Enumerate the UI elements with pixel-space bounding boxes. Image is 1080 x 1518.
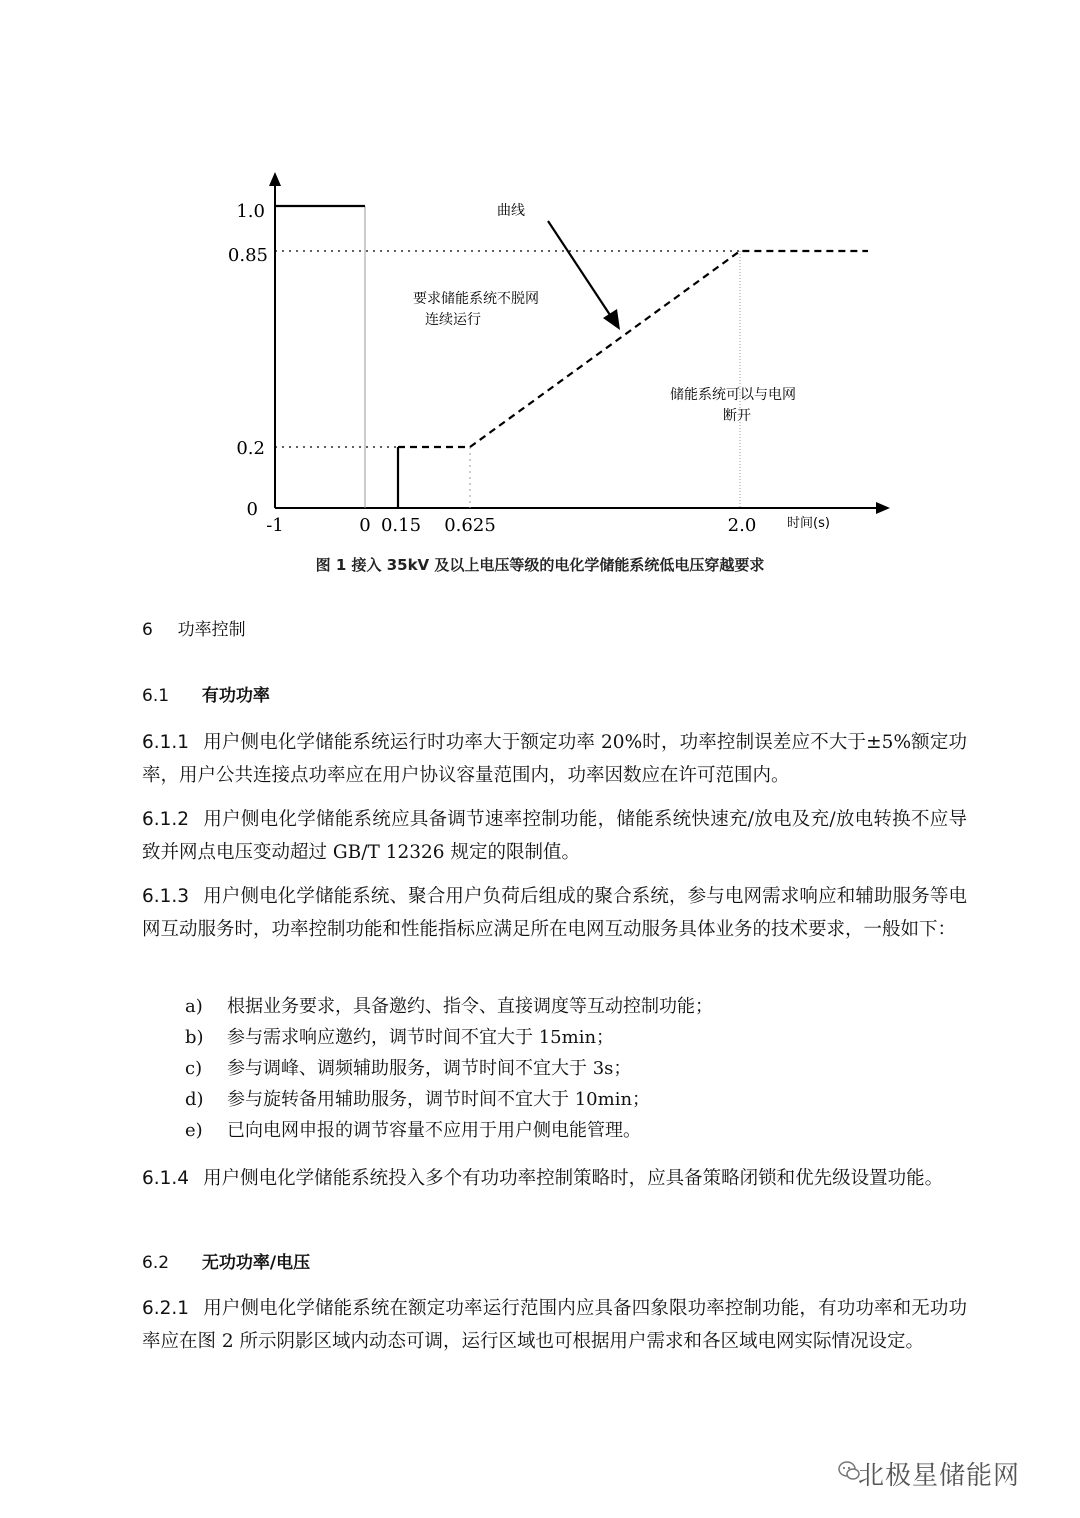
section-6-2-number: 6.2 — [142, 1253, 170, 1273]
list-item — [185, 991, 965, 1022]
clause-number: 6.1.3 — [142, 886, 190, 907]
y-axis-arrow — [269, 172, 281, 186]
section-6-title: 功率控制 — [177, 620, 246, 640]
figure-caption: 图 1 接入 35kV 及以上电压等级的电化学储能系统低电压穿越要求 — [315, 556, 765, 574]
y-tick-0: 0 — [246, 499, 258, 520]
list-marker: c) — [185, 1058, 203, 1079]
clause-number: 6.1.4 — [142, 1168, 190, 1189]
clause-number: 6.1.2 — [142, 809, 190, 830]
list-text: 根据业务要求，具备邀约、指令、直接调度等互动控制功能； — [227, 996, 713, 1017]
list-item — [185, 1022, 965, 1053]
x-axis-arrow — [876, 502, 890, 514]
list-marker: b) — [185, 1027, 204, 1048]
list-item — [185, 1053, 965, 1084]
list-item — [185, 1115, 965, 1146]
x-tick-0-625: 0.625 — [444, 515, 496, 536]
list-marker: d) — [185, 1089, 204, 1110]
clause-text: 用户侧电化学储能系统运行时功率大于额定功率 20%时，功率控制误差应不大于±5%额定功率，用户公共连接点功率应在用户协议容量范围内，功率因数应在许可范围内。 — [142, 732, 967, 786]
section-6-1-heading — [142, 681, 270, 706]
y-tick-0-2: 0.2 — [236, 438, 265, 459]
curve-pointer-arrow — [548, 221, 612, 318]
figure-1-chart — [0, 0, 1080, 590]
wechat-icon — [838, 1460, 860, 1482]
section-6-heading — [142, 615, 246, 640]
region-disconnect-line2: 断开 — [723, 408, 751, 424]
section-6-number: 6 — [142, 620, 153, 640]
x-tick-2-0: 2.0 — [727, 515, 757, 536]
clause-number: 6.1.1 — [142, 732, 190, 753]
list-marker: e) — [185, 1120, 203, 1141]
paragraph-6-1-4 — [142, 1162, 967, 1195]
region-continuous-line1: 要求储能系统不脱网 — [413, 291, 539, 307]
series-2 — [398, 251, 868, 447]
paragraph-6-1-1 — [142, 726, 967, 792]
section-6-2-title: 无功功率/电压 — [201, 1253, 311, 1273]
clause-number: 6.2.1 — [142, 1298, 190, 1319]
list-text: 参与需求响应邀约，调节时间不宜大于 15min； — [227, 1027, 615, 1048]
clause-text: 用户侧电化学储能系统、聚合用户负荷后组成的聚合系统，参与电网需求响应和辅助服务等电网互动服务时，功率控制功能和性能指标应满足所在电网互动服务具体业务的技术要求，一般如下： — [142, 886, 967, 940]
curve-label: 曲线 — [497, 203, 525, 219]
x-tick-neg1: -1 — [266, 515, 284, 536]
watermark-text: 北极星储能网 — [858, 1461, 1021, 1491]
clause-text: 用户侧电化学储能系统应具备调节速率控制功能，储能系统快速充/放电及充/放电转换不应导致并网点电压变动超过 GB/T 12326 规定的限制值。 — [142, 809, 967, 863]
curve-pointer-arrowhead — [603, 309, 620, 330]
list-text: 已向电网申报的调节容量不应用于用户侧电能管理。 — [227, 1120, 641, 1141]
list-item — [185, 1084, 965, 1115]
section-6-1-number: 6.1 — [142, 686, 170, 706]
clause-text: 用户侧电化学储能系统投入多个有功功率控制策略时，应具备策略闭锁和优先级设置功能。 — [203, 1168, 944, 1189]
section-6-2-heading — [142, 1248, 310, 1273]
y-tick-0-85: 0.85 — [227, 245, 268, 266]
list-text: 参与旋转备用辅助服务，调节时间不宜大于 10min； — [227, 1089, 651, 1110]
y-tick-1-0: 1.0 — [236, 201, 265, 222]
x-axis-label: 时间(s) — [787, 516, 830, 531]
paragraph-6-1-2 — [142, 803, 967, 869]
clause-text: 用户侧电化学储能系统在额定功率运行范围内应具备四象限功率控制功能，有功功率和无功功率应在图 2 所示阴影区域内动态可调，运行区域也可根据用户需求和各区域电网实际情况设定。 — [142, 1298, 967, 1352]
paragraph-6-2-1 — [142, 1292, 967, 1358]
list-text: 参与调峰、调频辅助服务，调节时间不宜大于 3s； — [227, 1058, 632, 1079]
region-disconnect-line1: 储能系统可以与电网 — [670, 387, 796, 403]
list-marker: a) — [185, 996, 203, 1017]
x-tick-0: 0 — [359, 515, 371, 536]
section-6-1-title: 有功功率 — [201, 686, 270, 706]
paragraph-6-1-3 — [142, 880, 967, 946]
requirement-list — [185, 991, 965, 1146]
region-continuous-line2: 连续运行 — [425, 312, 481, 328]
x-tick-0-15: 0.15 — [380, 515, 422, 536]
